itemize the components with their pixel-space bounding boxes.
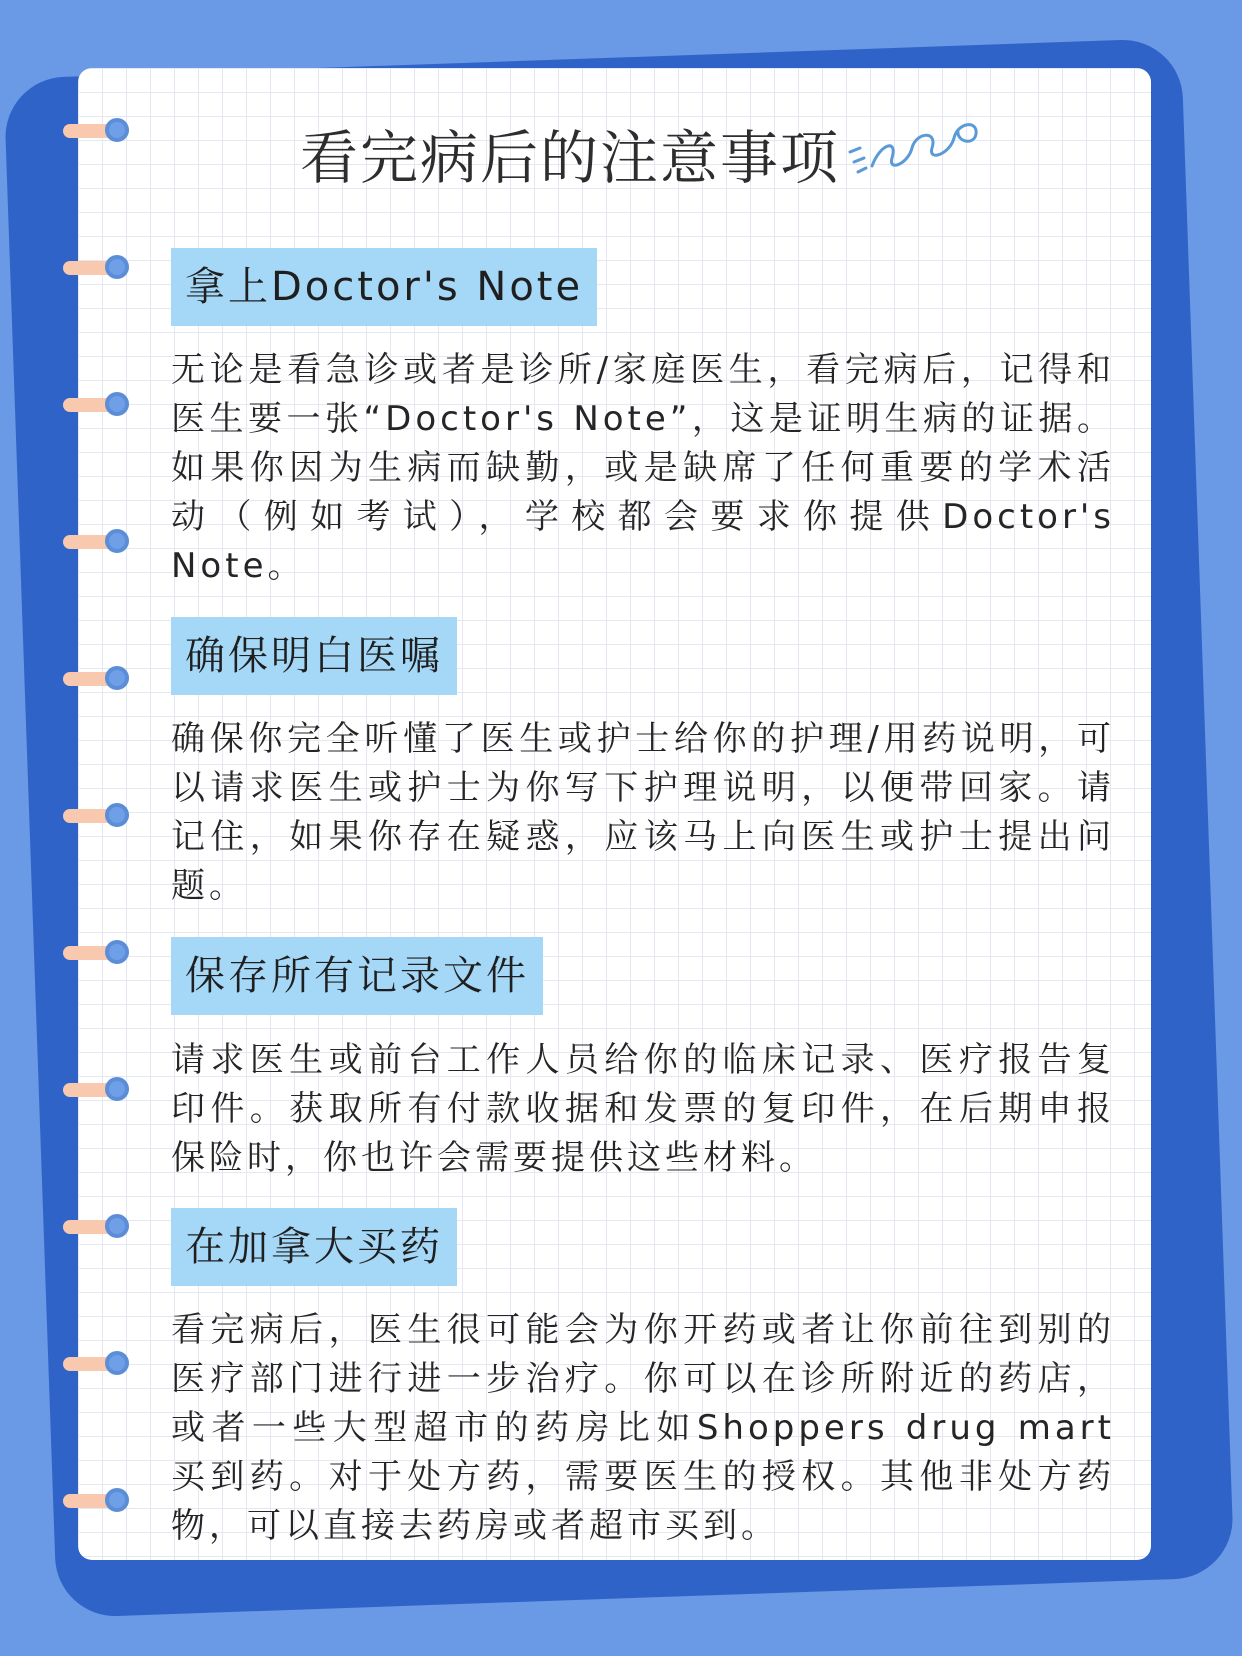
spiral-binding-ring-icon bbox=[63, 803, 129, 829]
spiral-binding-ring-icon bbox=[63, 392, 129, 418]
spiral-binding-ring-icon bbox=[63, 529, 129, 555]
spiral-binding-ring-icon bbox=[63, 118, 129, 144]
spiral-binding-ring-icon bbox=[63, 255, 129, 281]
spiral-binding-ring-icon bbox=[63, 1214, 129, 1240]
section-heading-buy-medicine: 在加拿大买药 bbox=[171, 1208, 457, 1286]
spiral-binding-ring-icon bbox=[63, 666, 129, 692]
section-body-buy-medicine: 看完病后，医生很可能会为你开药或者让你前往到别的医疗部门进行进一步治疗。你可以在诊所附近的药店，或者一些大型超市的药房比如Shoppers drug mart买到药。对于处方药，需要医生的授权。其他非处方药物，可以直接去药房或者超市买到。 bbox=[171, 1310, 1115, 1546]
spiral-binding-ring-icon bbox=[63, 1351, 129, 1377]
section-heading-doctors-note: 拿上Doctor's Note bbox=[171, 248, 597, 326]
section-body-medical-advice: 确保你完全听懂了医生或护士给你的护理/用药说明，可以请求医生或护士为你写下护理说明，以便带回家。请记住，如果你存在疑惑，应该马上向医生或护士提出问题。 bbox=[171, 719, 1115, 906]
section-heading-medical-advice: 确保明白医嘱 bbox=[171, 617, 457, 695]
section-body-keep-records: 请求医生或前台工作人员给你的临床记录、医疗报告复印件。获取所有付款收据和发票的复印件，在后期申报保险时，你也许会需要提供这些材料。 bbox=[171, 1040, 1115, 1178]
page-title: 看完病后的注意事项 bbox=[300, 124, 841, 192]
spiral-binding-ring-icon bbox=[63, 940, 129, 966]
section-heading-keep-records: 保存所有记录文件 bbox=[171, 937, 543, 1015]
doodle-swirl-icon bbox=[846, 108, 986, 188]
spiral-binding-ring-icon bbox=[63, 1077, 129, 1103]
spiral-binding-ring-icon bbox=[63, 1488, 129, 1514]
section-body-doctors-note: 无论是看急诊或者是诊所/家庭医生，看完病后，记得和医生要一张“Doctor's Note”，这是证明生病的证据。如果你因为生病而缺勤，或是缺席了任何重要的学术活动（例如考试），学校都会要求你提供Doctor's Note。 bbox=[171, 350, 1115, 586]
